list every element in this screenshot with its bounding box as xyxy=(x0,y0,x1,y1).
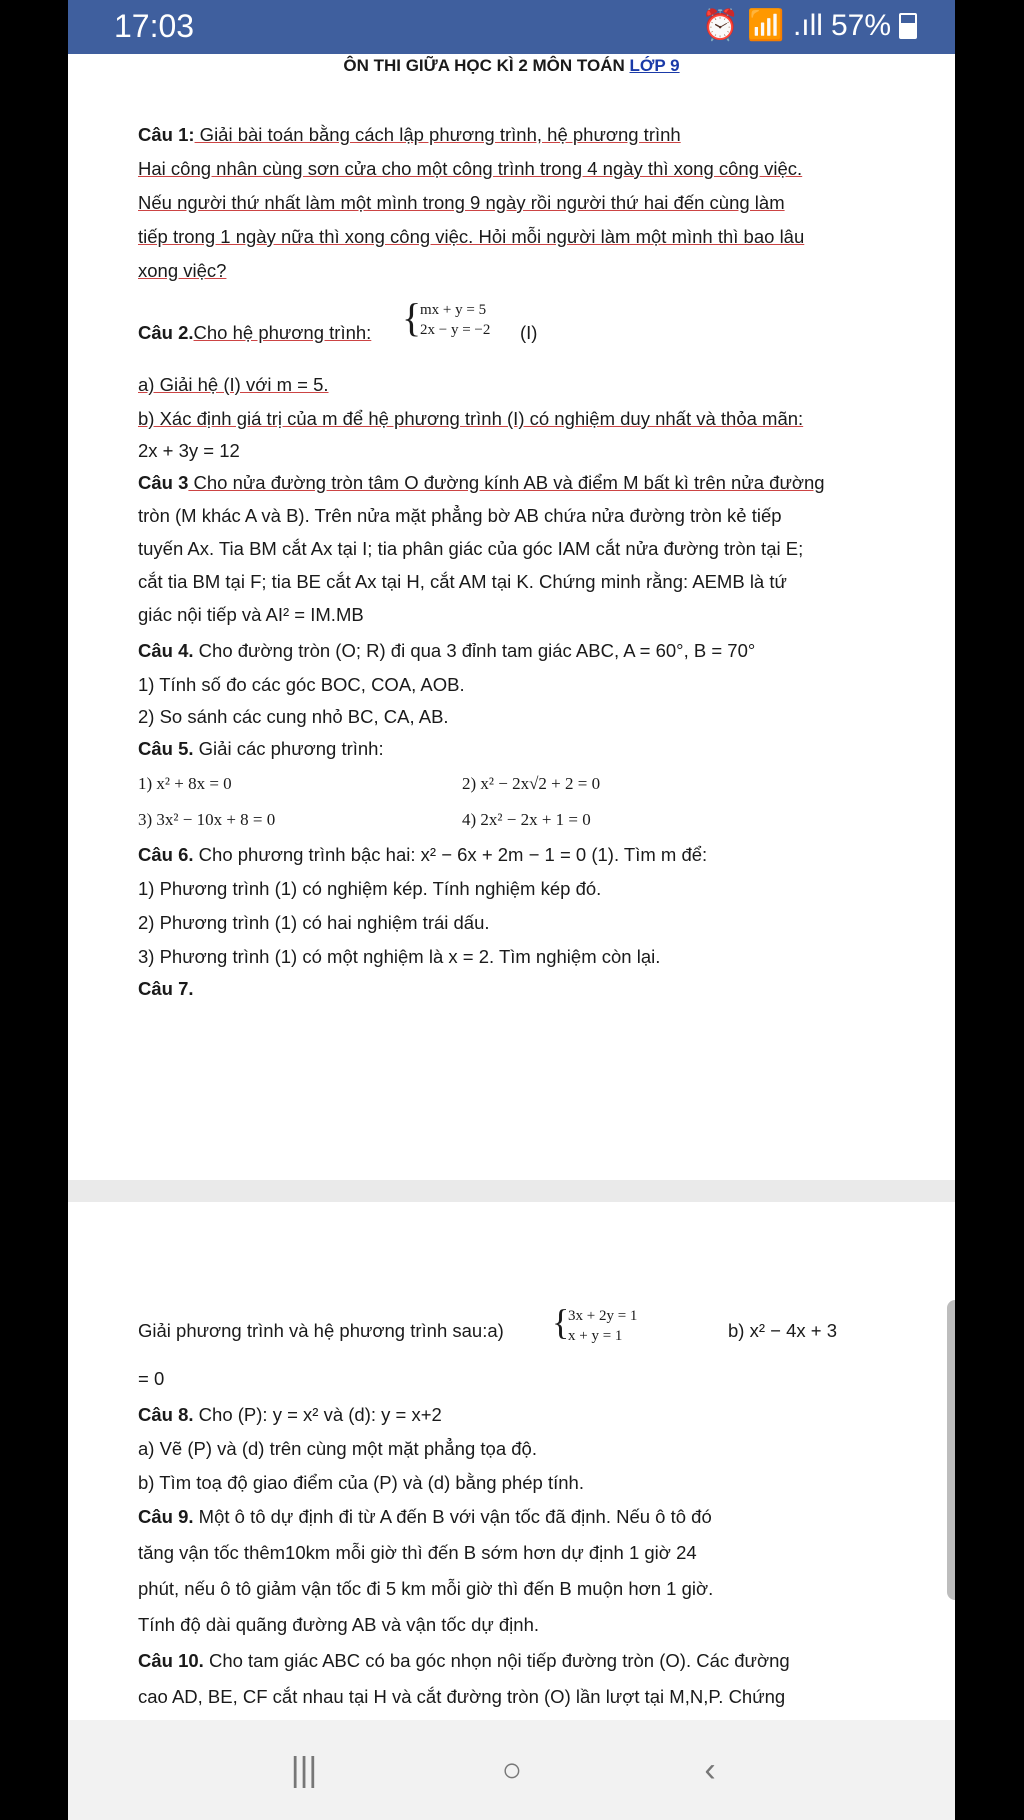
q4-sub: 1) Tính số đo các góc BOC, COA, AOB. xyxy=(138,674,465,695)
q3-line: giác nội tiếp và AI² = IM.MB xyxy=(138,604,364,625)
document-title: ÔN THI GIỮA HỌC KÌ 2 MÔN TOÁN LỚP 9 xyxy=(343,56,680,75)
q3-line: Câu 3 Cho nửa đường tròn tâm O đường kính AB và điểm M bất kì trên nửa đường xyxy=(138,472,825,493)
q2-tag: (I) xyxy=(520,322,538,343)
q7b-system: 3x + 2y = 1 x + y = 1 xyxy=(568,1308,638,1344)
q9-line: Câu 9. Một ô tô dự định đi từ A đến B với vận tốc đã định. Nếu ô tô đó xyxy=(138,1506,712,1527)
q9-line: tăng vận tốc thêm10km mỗi giờ thì đến B sớm hơn dự định 1 giờ 24 xyxy=(138,1542,697,1563)
status-bar xyxy=(68,0,955,54)
q9-line: Tính độ dài quãng đường AB và vận tốc dự định. xyxy=(138,1614,540,1635)
home-button[interactable]: ○ xyxy=(501,1750,523,1789)
brace-icon: { xyxy=(402,295,422,340)
q1-line: tiếp trong 1 ngày nữa thì xong công việc. Hỏi mỗi người làm một mình thì bao lâu xyxy=(138,226,805,247)
alarm-icon: ⏰ xyxy=(701,9,740,42)
q10-line: cao AD, BE, CF cắt nhau tại H và cắt đường tròn (O) lần lượt tại M,N,P. Chứng xyxy=(138,1686,786,1707)
q1-line: Nếu người thứ nhất làm một mình trong 9 ngày rồi người thứ hai đến cùng làm xyxy=(138,192,785,213)
q3-line: tuyến Ax. Tia BM cắt Ax tại I; tia phân giác của góc IAM cắt nửa đường tròn tại E; xyxy=(138,538,804,559)
q5-eq: 2) x² − 2x√2 + 2 = 0 xyxy=(462,774,601,793)
page-divider xyxy=(68,1180,955,1202)
document-page-1[interactable] xyxy=(68,54,955,1180)
phone-screen xyxy=(68,0,955,1820)
q2-part-a: a) Giải hệ (I) với m = 5. xyxy=(138,374,329,395)
q10-line: Câu 10. Cho tam giác ABC có ba góc nhọn nội tiếp đường tròn (O). Các đường xyxy=(138,1650,790,1671)
q7b-text: Giải phương trình và hệ phương trình sau:a) xyxy=(138,1320,504,1341)
back-button[interactable]: ‹ xyxy=(704,1750,716,1789)
q5-eq: 1) x² + 8x = 0 xyxy=(138,774,232,793)
q8-heading: Câu 8. Cho (P): y = x² và (d): y = x+2 xyxy=(138,1404,442,1425)
q6-heading: Câu 6. Cho phương trình bậc hai: x² − 6x + 2m − 1 = 0 (1). Tìm m để: xyxy=(138,844,708,865)
q3-line: cắt tia BM tại F; tia BE cắt Ax tại H, cắt AM tại K. Chứng minh rằng: AEMB là tứ xyxy=(138,571,787,592)
q4-heading: Câu 4. Cho đường tròn (O; R) đi qua 3 đỉnh tam giác ABC, A = 60°, B = 70° xyxy=(138,640,756,661)
q8-part-b: b) Tìm toạ độ giao điểm của (P) và (d) bằng phép tính. xyxy=(138,1472,584,1493)
q7b-part-b-eq: = 0 xyxy=(138,1368,165,1389)
q4-sub: 2) So sánh các cung nhỏ BC, CA, AB. xyxy=(138,706,449,727)
q8-part-a: a) Vẽ (P) và (d) trên cùng một mặt phẳng tọa độ. xyxy=(138,1438,537,1459)
title-grade: LỚP 9 xyxy=(629,56,680,75)
q5-heading: Câu 5. Giải các phương trình: xyxy=(138,738,384,759)
document-page-2[interactable] xyxy=(68,1202,955,1720)
q3-line: tròn (M khác A và B). Trên nửa mặt phẳng bờ AB chứa nửa đường tròn kẻ tiếp xyxy=(138,505,782,526)
q7b-part-b: b) x² − 4x + 3 xyxy=(728,1320,837,1341)
status-icons xyxy=(702,8,917,43)
q2-part-b: b) Xác định giá trị của m để hệ phương trình (I) có nghiệm duy nhất và thỏa mãn: xyxy=(138,408,804,429)
q1-heading: Câu 1: Giải bài toán bằng cách lập phương trình, hệ phương trình xyxy=(138,124,681,145)
q1-line: xong việc? xyxy=(138,260,227,281)
recent-apps-button[interactable]: ||| xyxy=(290,1750,318,1789)
q9-line: phút, nếu ô tô giảm vận tốc đi 5 km mỗi giờ thì đến B muộn hơn 1 giờ. xyxy=(138,1578,714,1599)
q1-line: Hai công nhân cùng sơn cửa cho một công trình trong 4 ngày thì xong công việc. xyxy=(138,158,803,179)
q2-part-b-eq: 2x + 3y = 12 xyxy=(138,440,240,461)
q5-eq: 4) 2x² − 2x + 1 = 0 xyxy=(462,810,591,829)
brace-icon: { xyxy=(552,1302,570,1342)
navigation-bar xyxy=(68,1720,955,1820)
q6-sub: 1) Phương trình (1) có nghiệm kép. Tính nghiệm kép đó. xyxy=(138,878,602,899)
battery-percent: 57% xyxy=(830,8,891,42)
q2-system: mx + y = 5 2x − y = −2 xyxy=(420,302,491,338)
battery-icon xyxy=(899,13,917,39)
q2-heading: Câu 2.Cho hệ phương trình: xyxy=(138,322,372,343)
status-time: 17:03 xyxy=(114,8,195,44)
signal-icon: 📶 .ıll xyxy=(747,9,823,42)
scroll-handle[interactable] xyxy=(947,1300,955,1600)
q5-eq: 3) 3x² − 10x + 8 = 0 xyxy=(138,810,276,829)
q6-sub: 2) Phương trình (1) có hai nghiệm trái dấu. xyxy=(138,912,490,933)
q6-sub: 3) Phương trình (1) có một nghiệm là x = 2. Tìm nghiệm còn lại. xyxy=(138,946,661,967)
q7-label: Câu 7. xyxy=(138,978,194,999)
